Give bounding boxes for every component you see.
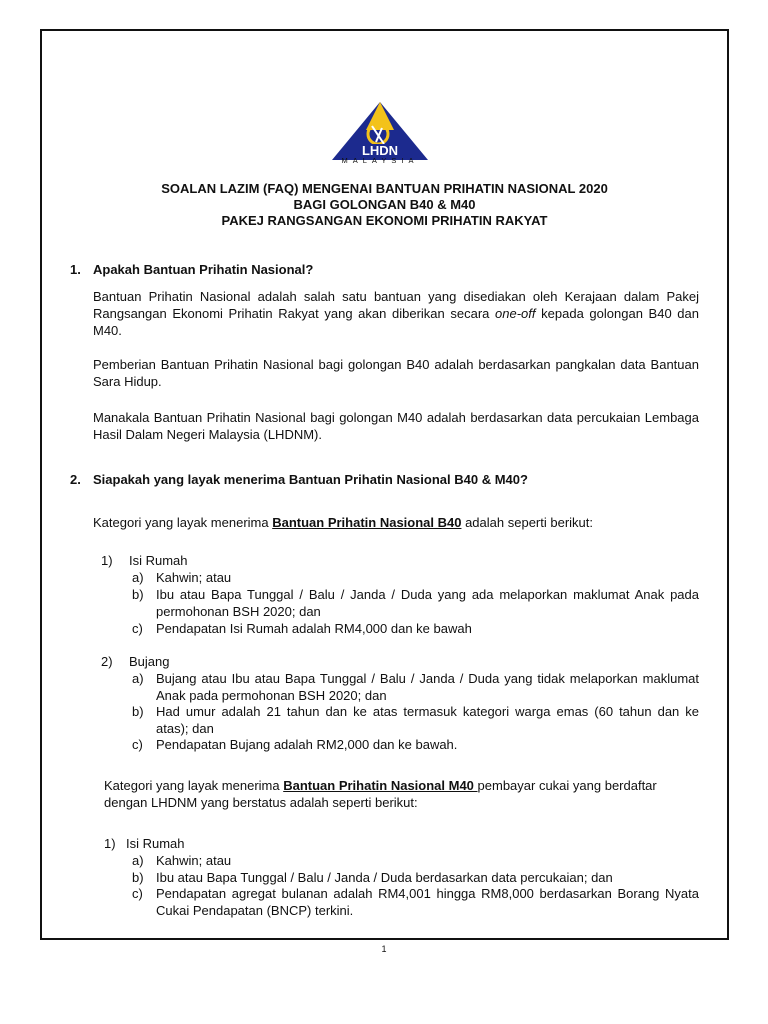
m40-cat1-number: 1) <box>104 836 116 851</box>
b40-cat2-letter-a: a) <box>132 671 144 686</box>
q1-paragraph-1: Bantuan Prihatin Nasional adalah salah satu bantuan yang disediakan oleh Kerajaan dalam Pakej Rangsangan Ekonomi Prihatin Rakyat yang akan diberikan secara one-off kepada golongan B40 dan M40. <box>93 289 699 338</box>
m40-cat1-label: Isi Rumah <box>126 836 185 851</box>
b40-cat2-item-b: Had umur adalah 21 tahun dan ke atas termasuk kategori warga emas (60 tahun dan ke atas); dan <box>156 704 699 736</box>
one-off-italic: one-off <box>495 306 536 321</box>
m40-cat1-letter-a: a) <box>132 853 144 868</box>
b40-program-name: Bantuan Prihatin Nasional B40 <box>272 515 462 530</box>
b40-cat1-item-c: Pendapatan Isi Rumah adalah RM4,000 dan ke bawah <box>156 621 472 636</box>
title-line-1: SOALAN LAZIM (FAQ) MENGENAI BANTUAN PRIHATIN NASIONAL 2020 <box>161 181 608 196</box>
logo-brand-text: LHDN <box>361 143 399 158</box>
b40-cat1-letter-a: a) <box>132 570 144 585</box>
b40-cat2-letter-c: c) <box>132 737 143 752</box>
q1-question: Apakah Bantuan Prihatin Nasional? <box>93 262 314 277</box>
m40-cat1-item-b: Ibu atau Bapa Tunggal / Balu / Janda / Duda berdasarkan data percukaian; dan <box>156 870 613 885</box>
m40-cat1-item-c: Pendapatan agregat bulanan adalah RM4,001 hingga RM8,000 berdasarkan Borang Nyata Cukai Pendapatan (BNCP) terkini. <box>156 886 699 918</box>
b40-cat2-item-a: Bujang atau Ibu atau Bapa Tunggal / Balu / Janda / Duda yang tidak melaporkan maklumat Anak pada permohonan BSH 2020; dan <box>156 671 699 703</box>
b40-intro: Kategori yang layak menerima Bantuan Prihatin Nasional B40 adalah seperti berikut: <box>93 515 593 530</box>
q1-paragraph-3: Manakala Bantuan Prihatin Nasional bagi golongan M40 adalah berdasarkan data percukaian Lembaga Hasil Dalam Negeri Malaysia (LHDNM). <box>93 410 699 442</box>
b40-cat1-number: 1) <box>101 553 113 568</box>
m40-intro: Kategori yang layak menerima Bantuan Prihatin Nasional M40 pembayar cukai yang berdaftar dengan LHDNM yang berstatus adalah seperti berikut: <box>104 778 657 810</box>
m40-program-name: Bantuan Prihatin Nasional M40 <box>283 778 478 793</box>
q2-number: 2. <box>70 472 81 487</box>
m40-cat1-item-a: Kahwin; atau <box>156 853 232 868</box>
b40-cat1-item-a: Kahwin; atau <box>156 570 232 585</box>
title-line-3: PAKEJ RANGSANGAN EKONOMI PRIHATIN RAKYAT <box>221 213 548 228</box>
m40-cat1-letter-b: b) <box>132 870 144 885</box>
b40-cat1-label: Isi Rumah <box>129 553 188 568</box>
title-line-2: BAGI GOLONGAN B40 & M40 <box>293 197 476 212</box>
q1-paragraph-2: Pemberian Bantuan Prihatin Nasional bagi golongan B40 adalah berdasarkan pangkalan data Bantuan Sara Hidup. <box>93 357 699 389</box>
b40-cat2-number: 2) <box>101 654 113 669</box>
b40-cat1-letter-c: c) <box>132 621 143 636</box>
b40-cat1-item-b: Ibu atau Bapa Tunggal / Balu / Janda / Duda yang ada melaporkan maklumat Anak pada permohonan BSH 2020; dan <box>156 587 699 619</box>
q1-number: 1. <box>70 262 81 277</box>
b40-cat1-letter-b: b) <box>132 587 144 602</box>
page-number: 1 <box>381 944 387 954</box>
b40-cat2-letter-b: b) <box>132 704 144 719</box>
b40-cat2-item-c: Pendapatan Bujang adalah RM2,000 dan ke bawah. <box>156 737 458 752</box>
m40-cat1-letter-c: c) <box>132 886 143 901</box>
logo-country-text: MALAYSIA <box>341 156 419 165</box>
q2-question: Siapakah yang layak menerima Bantuan Prihatin Nasional B40 & M40? <box>93 472 528 487</box>
b40-cat2-label: Bujang <box>129 654 170 669</box>
